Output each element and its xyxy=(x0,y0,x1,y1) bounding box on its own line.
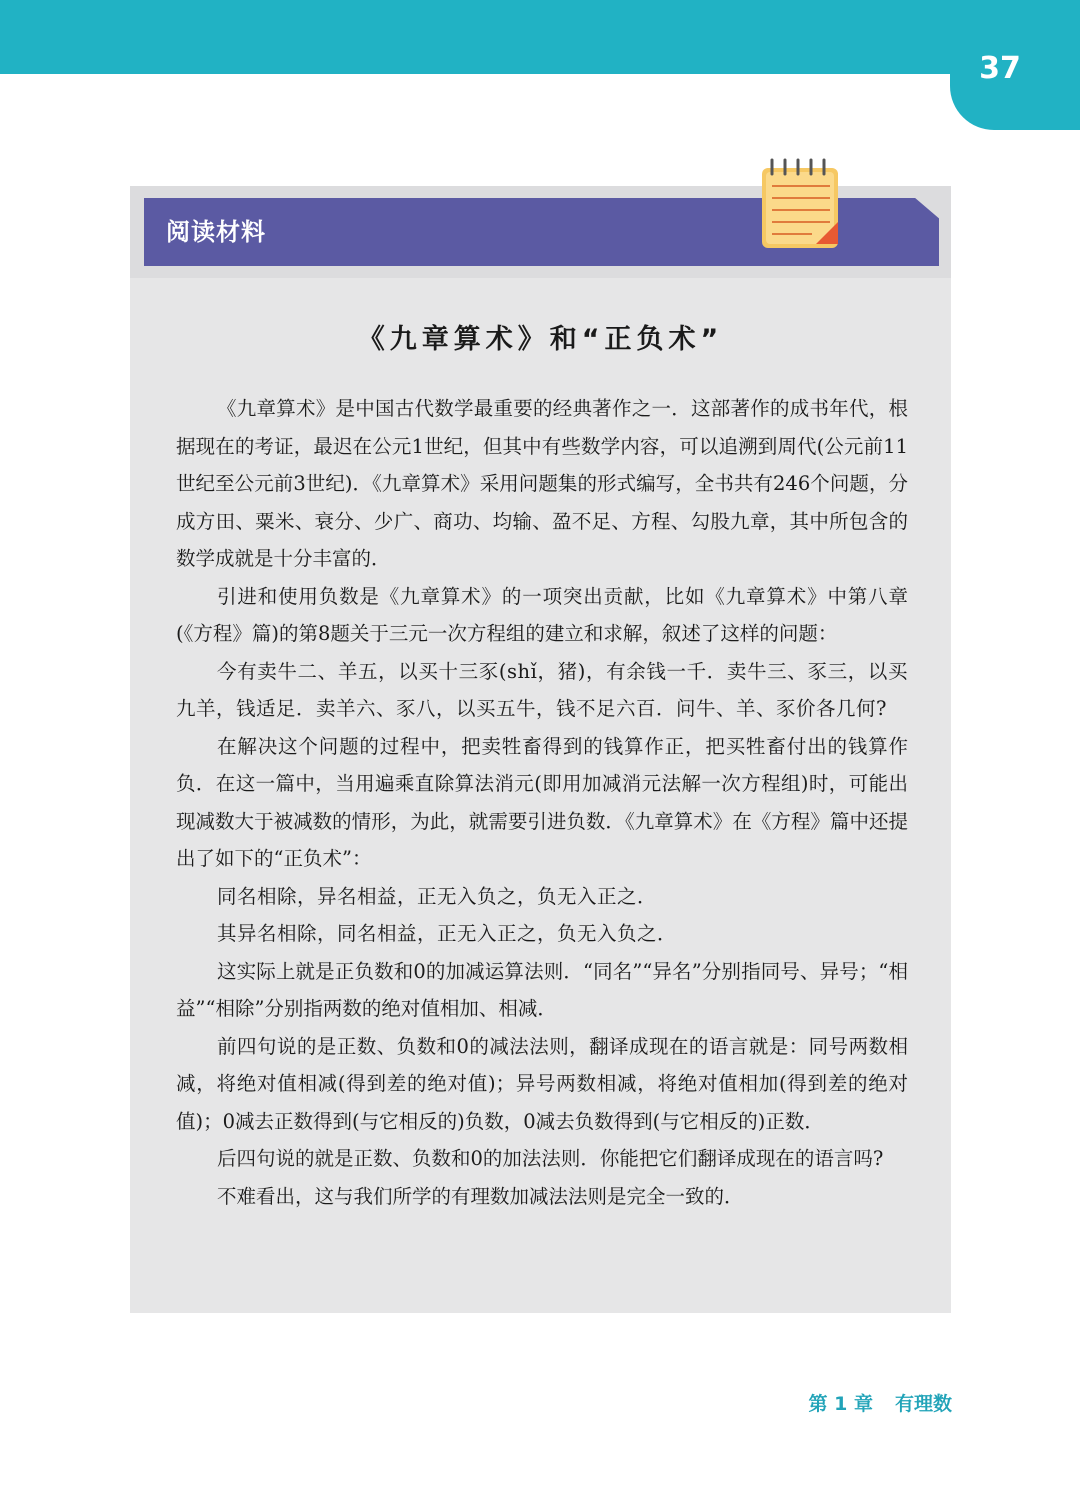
chapter-title: 有理数 xyxy=(894,1393,952,1415)
page-number: 37 xyxy=(979,51,1021,86)
chapter-footer xyxy=(700,1388,952,1420)
classical-rule: 同名相除，异名相益，正无入负之，负无入正之． xyxy=(217,884,658,908)
classical-quote: 今有卖牛二、羊五，以买十三豕(shǐ，猪)，有余钱一千．卖牛三、豕三，以买九羊，钱适足．卖羊六、豕八，以买五牛，钱不足六百．问牛、羊、豕价各几何? xyxy=(176,659,908,720)
chapter-number: 第 1 章 xyxy=(808,1393,873,1415)
article-title: 《九章算术》和“正负术” xyxy=(357,324,724,355)
top-band xyxy=(0,0,1080,74)
notepad-icon xyxy=(760,158,842,250)
paragraph: 后四句说的就是正数、负数和0的加法法则．你能把它们翻译成现在的语言吗? xyxy=(217,1147,884,1170)
paragraph: 在解决这个问题的过程中，把卖牲畜得到的钱算作正，把买牲畜付出的钱算作负．在这一篇中，当用遍乘直除算法消元(即用加减消元法解一次方程组)时，可能出现减数大于被减数的情形，为此，就需要引进负数．《九章算术》在《方程》篇中还提出了如下的“正负术”： xyxy=(176,734,908,870)
paragraph: 这实际上就是正负数和0的加减运算法则．“同名”“异名”分别指同号、异号；“相益”“相除”分别指两数的绝对值相加、相减． xyxy=(176,959,908,1020)
article-body xyxy=(176,390,908,1215)
paragraph: 不难看出，这与我们所学的有理数加减法法则是完全一致的． xyxy=(217,1184,744,1208)
classical-rule: 其异名相除，同名相益，正无入正之，负无入负之． xyxy=(217,922,678,945)
paragraph: 前四句说的是正数、负数和0的减法法则，翻译成现在的语言就是：同号两数相减，将绝对值相减(得到差的绝对值)；异号两数相减，将绝对值相加(得到差的绝对值)；0减去正数得到(与它相反的)负数，0减去负数得到(与它相反的)正数． xyxy=(176,1034,908,1133)
paragraph: 《九章算术》是中国古代数学最重要的经典著作之一．这部著作的成书年代，根据现在的考证，最迟在公元1世纪，但其中有些数学内容，可以追溯到周代(公元前11世纪至公元前3世纪)．《九章算术》采用问题集的形式编写，全书共有246个问题，分成方田、粟米、衰分、少广、商功、均输、盈不足、方程、勾股九章，其中所包含的数学成就是十分丰富的． xyxy=(176,397,908,570)
section-label: 阅读材料 xyxy=(166,218,266,246)
paragraph: 引进和使用负数是《九章算术》的一项突出贡献，比如《九章算术》中第八章(《方程》篇)的第8题关于三元一次方程组的建立和求解，叙述了这样的问题： xyxy=(176,584,908,645)
